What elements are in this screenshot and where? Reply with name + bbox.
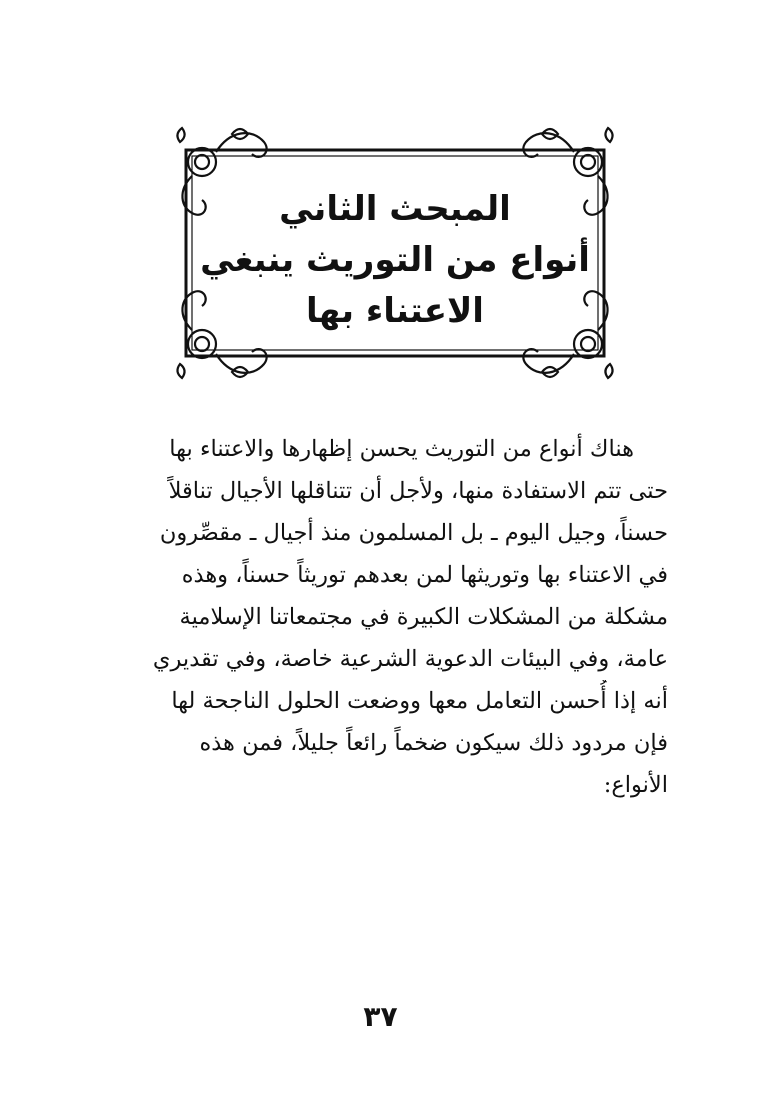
body-line: هناك أنواع من التوريث يحسن إظهارها والاعتناء بها — [169, 436, 634, 462]
body-paragraph — [112, 428, 668, 806]
body-line: فإن مردود ذلك سيكون ضخماً رائعاً جليلاً، فمن هذه — [199, 730, 668, 756]
heading-line-2: أنواع من التوريث ينبغي — [200, 240, 590, 280]
page-number: ٣٧ — [363, 1000, 398, 1033]
chapter-title-frame — [172, 122, 618, 384]
heading-line-3: الاعتناء بها — [306, 291, 484, 331]
body-line: الأنواع: — [603, 772, 668, 798]
heading-line-1: المبحث الثاني — [279, 189, 511, 229]
body-line: في الاعتناء بها وتوريثها لمن بعدهم توريثاً حسناً، وهذه — [181, 562, 668, 588]
body-line: حتى تتم الاستفادة منها، ولأجل أن تتناقلها الأجيال تناقلاً — [168, 478, 668, 504]
body-line: أنه إذا أُحسن التعامل معها ووضعت الحلول الناجحة لها — [171, 688, 668, 714]
body-line: حسناً، وجيل اليوم ـ بل المسلمون منذ أجيال ـ مقصِّرون — [159, 520, 668, 546]
chapter-heading — [172, 184, 618, 337]
body-line: عامة، وفي البيئات الدعوية الشرعية خاصة، وفي تقديري — [152, 646, 668, 672]
body-line: مشكلة من المشكلات الكبيرة في مجتمعاتنا الإسلامية — [179, 604, 668, 630]
